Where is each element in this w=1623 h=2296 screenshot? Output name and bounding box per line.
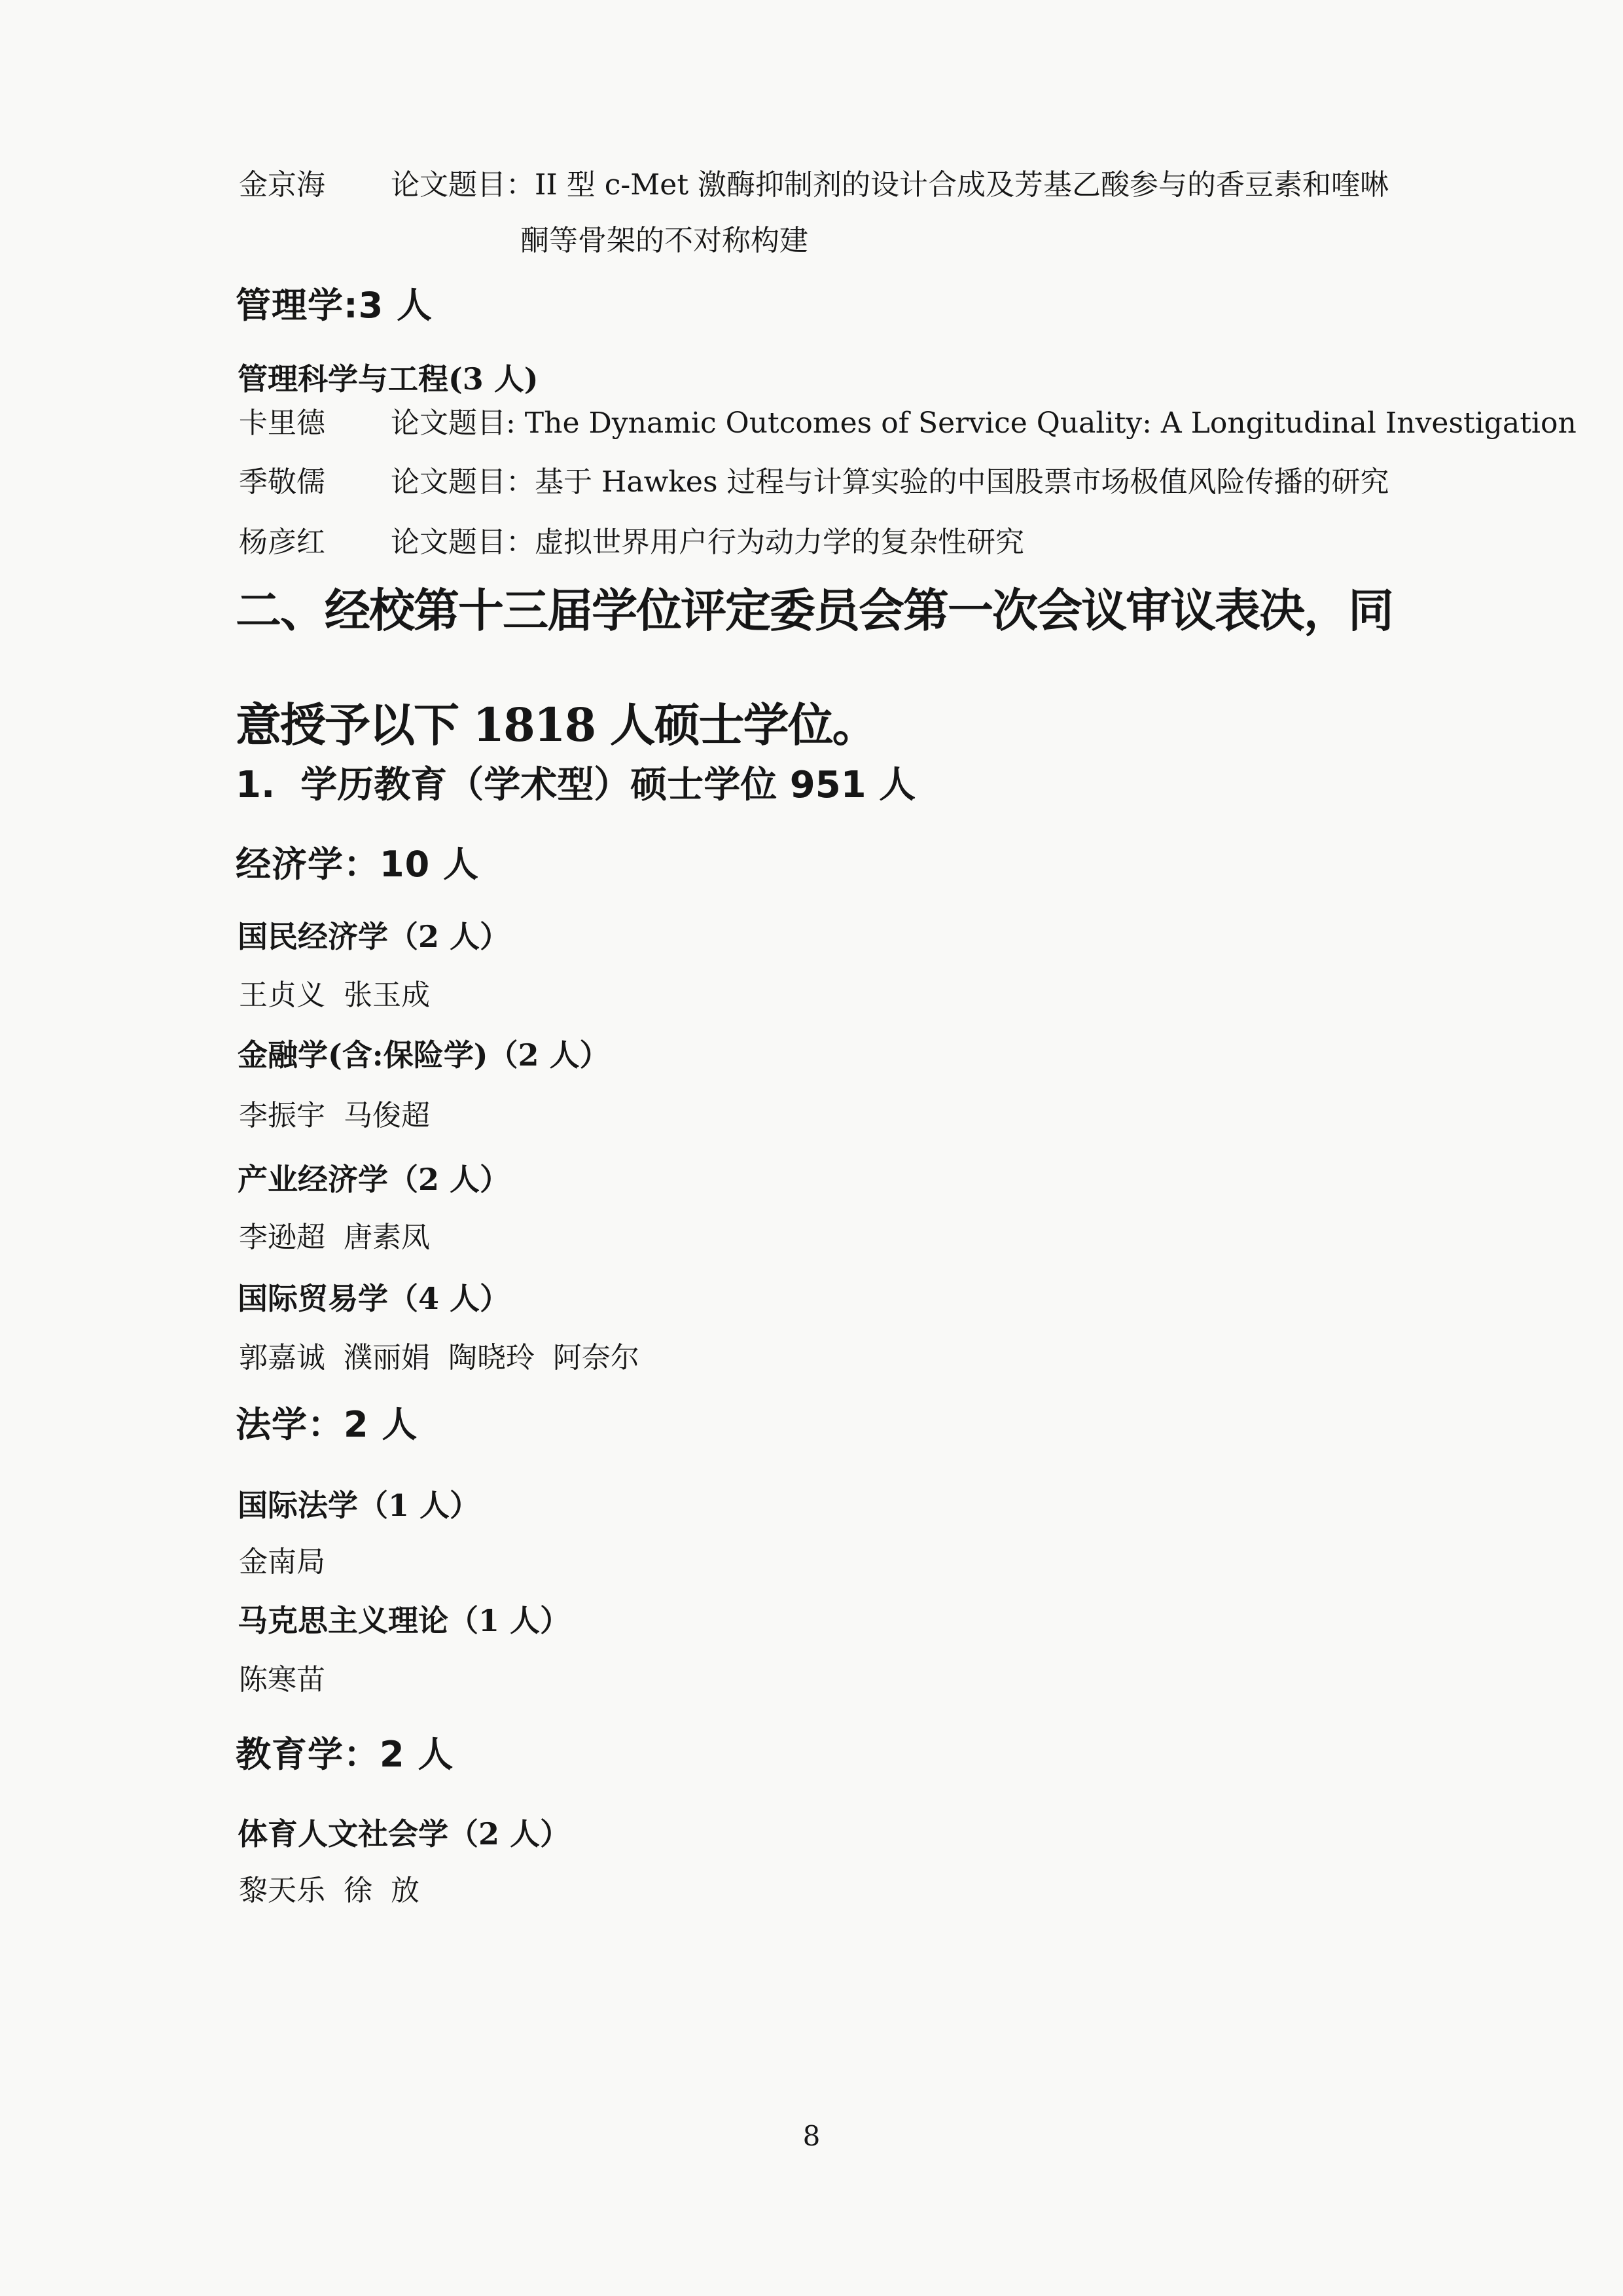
major-title-line: 国际贸易学（4 人） <box>238 1281 510 1316</box>
section-heading-line2: 意授予以下 1818 人硕士学位。 <box>236 698 877 752</box>
thesis-entry-title: 论文题目: The Dynamic Outcomes of Service Quality: A Longitudinal Investigation <box>391 406 1577 440</box>
graduate-names-line: 陈寒苗 <box>239 1663 325 1696</box>
graduate-names-line: 王贞义 张玉成 <box>239 978 430 1012</box>
major-title-line: 国民经济学（2 人） <box>238 919 510 954</box>
thesis-entry-name: 金京海 <box>239 168 325 202</box>
graduate-names-line: 李振宇 马俊超 <box>239 1099 430 1132</box>
discipline-heading-law: 法学：2 人 <box>236 1404 418 1445</box>
graduate-names-line: 黎天乐 徐 放 <box>239 1874 419 1907</box>
subsection-heading-academic-masters: 1. 学历教育（学术型）硕士学位 951 人 <box>236 764 916 806</box>
thesis-entry-title: 论文题目：虚拟世界用户行为动力学的复杂性研究 <box>391 526 1024 559</box>
thesis-entry-name: 季敬儒 <box>239 465 325 499</box>
major-title-line: 体育人文社会学（2 人） <box>238 1816 571 1852</box>
page-number: 8 <box>802 2120 821 2152</box>
major-title-line: 马克思主义理论（1 人） <box>238 1603 571 1638</box>
thesis-entry-title-line1: 论文题目：II 型 c-Met 激酶抑制剂的设计合成及芳基乙酸参与的香豆素和喹啉 <box>391 168 1389 202</box>
graduate-names-line: 郭嘉诚 濮丽娟 陶晓玲 阿奈尔 <box>239 1341 639 1374</box>
thesis-entry-title: 论文题目：基于 Hawkes 过程与计算实验的中国股票市场极值风险传播的研究 <box>391 465 1389 499</box>
thesis-entry-name: 杨彦红 <box>239 526 325 559</box>
section-heading-line1: 二、经校第十三届学位评定委员会第一次会议审议表决，同 <box>236 583 1393 637</box>
graduate-names-line: 金南局 <box>239 1545 325 1579</box>
thesis-entry-name: 卡里德 <box>239 406 325 440</box>
major-title-line: 金融学(含:保险学)（2 人） <box>238 1037 610 1073</box>
major-title-line: 国际法学（1 人） <box>238 1488 480 1523</box>
discipline-heading-education: 教育学：2 人 <box>236 1734 454 1775</box>
thesis-entry-title-line2: 酮等骨架的不对称构建 <box>520 224 808 257</box>
major-title-line: 产业经济学（2 人） <box>238 1162 510 1197</box>
discipline-heading-management: 管理学:3 人 <box>236 285 433 326</box>
graduate-names-line: 李逊超 唐素凤 <box>239 1221 430 1254</box>
discipline-heading-economics: 经济学：10 人 <box>236 844 479 885</box>
major-heading-mse: 管理科学与工程(3 人) <box>238 361 539 397</box>
